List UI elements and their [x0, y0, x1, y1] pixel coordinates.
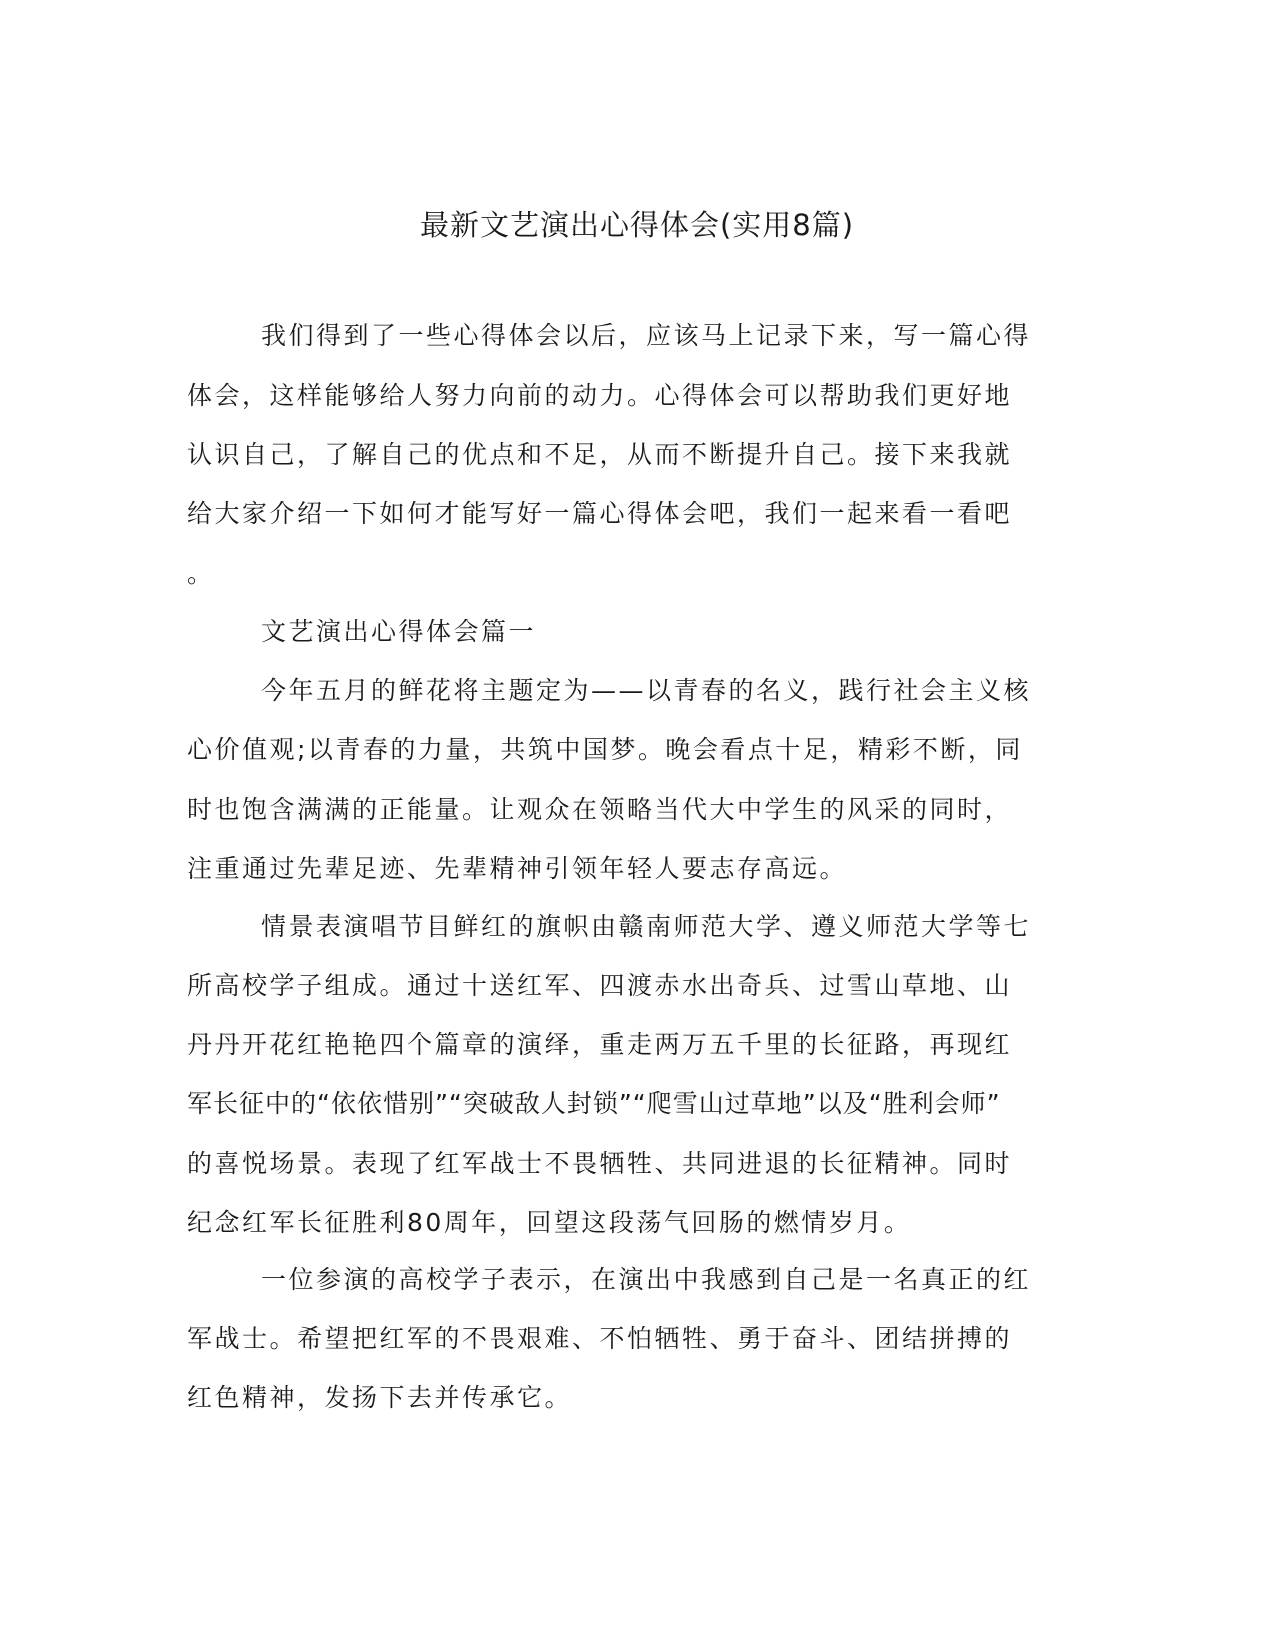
document-title: 最新文艺演出心得体会(实用8篇): [419, 208, 855, 242]
paragraph-line: 军战士。希望把红军的不畏艰难、不怕牺牲、勇于奋斗、团结拼搏的: [187, 1324, 1013, 1353]
paragraph-line: 的喜悦场景。表现了红军战士不畏牺牲、共同进退的长征精神。同时: [187, 1149, 1013, 1178]
paragraph-line: 丹丹开花红艳艳四个篇章的演绎，重走两万五千里的长征路，再现红: [187, 1030, 1013, 1059]
intro-line: 体会，这样能够给人努力向前的动力。心得体会可以帮助我们更好地: [187, 381, 1013, 410]
paragraph-line: 时也饱含满满的正能量。让观众在领略当代大中学生的风采的同时，: [187, 795, 1013, 824]
paragraph-line: 心价值观;以青春的力量，共筑中国梦。晚会看点十足，精彩不断，同: [187, 735, 1023, 764]
paragraph-line: 红色精神，发扬下去并传承它。: [187, 1383, 573, 1412]
paragraph-line: 纪念红军长征胜利80周年，回望这段荡气回肠的燃情岁月。: [187, 1208, 912, 1237]
paragraph-line: 一位参演的高校学子表示，在演出中我感到自己是一名真正的红: [261, 1265, 1032, 1294]
paragraph-line: 今年五月的鲜花将主题定为——以青春的名义，践行社会主义核: [261, 676, 1032, 705]
paragraph-line: 军长征中的“依依惜别”“突破敌人封锁”“爬雪山过草地”以及“胜利会师”: [187, 1089, 1001, 1118]
paragraph-line: 注重通过先辈足迹、先辈精神引领年轻人要志存高远。: [187, 854, 848, 883]
intro-line: 我们得到了一些心得体会以后，应该马上记录下来，写一篇心得: [261, 321, 1032, 350]
intro-line: 给大家介绍一下如何才能写好一篇心得体会吧，我们一起来看一看吧: [187, 499, 1013, 528]
intro-line: 。: [187, 559, 215, 588]
paragraph-line: 所高校学子组成。通过十送红军、四渡赤水出奇兵、过雪山草地、山: [187, 971, 1013, 1000]
section-heading: 文艺演出心得体会篇一: [261, 617, 537, 646]
intro-line: 认识自己，了解自己的优点和不足，从而不断提升自己。接下来我就: [187, 440, 1013, 469]
paragraph-line: 情景表演唱节目鲜红的旗帜由赣南师范大学、遵义师范大学等七: [261, 912, 1032, 941]
